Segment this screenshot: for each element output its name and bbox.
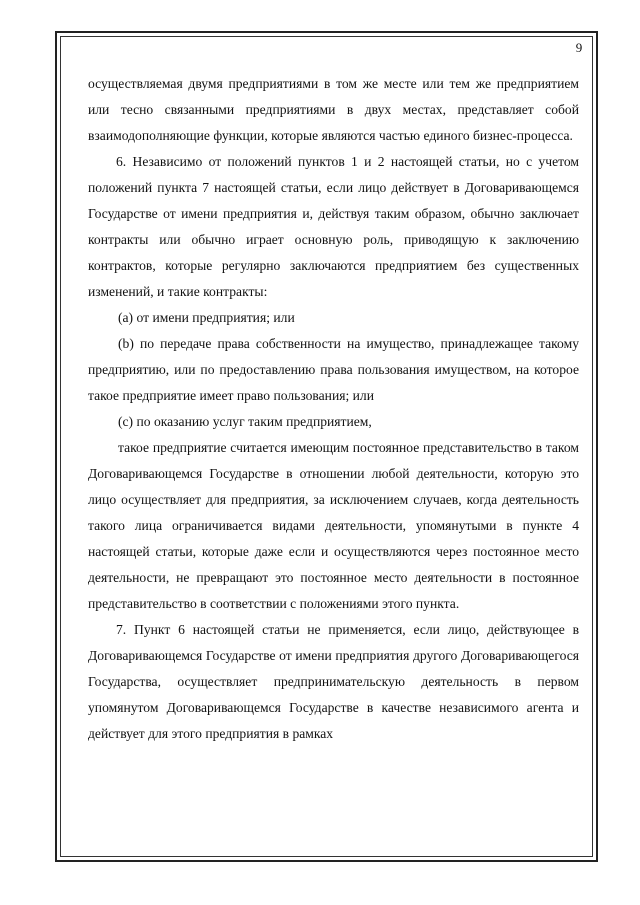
paragraph-continuation: осуществляемая двумя предприятиями в том же месте или тем же предприятием или тесно связанными предприятиями в двух местах, представляет собой взаимодополняющие функции, которые являются частью единого бизнес-процесса. bbox=[88, 76, 579, 143]
list-item-a: (a) от имени предприятия; или bbox=[118, 310, 295, 325]
paragraph-6-conclusion: такое предприятие считается имеющим постоянное представительство в таком Договаривающемся Государстве в отношении любой деятельности, которую это лицо осуществляет для предприятия, за исключением случаев, когда деятельность такого лица ограничивается видами деятельности, упомянутыми в пункте 4 настоящей статьи, которые даже если и осуществляются через постоянное место деятельности, не превращают это постоянное место деятельности в постоянное представительство в соответствии с положениями этого пункта. bbox=[88, 440, 579, 611]
list-item-c: (c) по оказанию услуг таким предприятием, bbox=[118, 414, 372, 429]
page-number: 9 bbox=[575, 40, 583, 55]
document-body bbox=[88, 71, 579, 747]
list-item-b: (b) по передаче права собственности на имущество, принадлежащее такому предприятию, или по предоставлению права пользования имуществом, на которое такое предприятие имеет право пользования; или bbox=[88, 336, 579, 403]
paragraph-6: 6. Независимо от положений пунктов 1 и 2 настоящей статьи, но с учетом положений пункта 7 настоящей статьи, если лицо действует в Договаривающемся Государстве от имени предприятия и, действуя таким образом, обычно заключает контракты или обычно играет основную роль, приводящую к заключению контрактов, которые регулярно заключаются предприятием без существенных изменений, и такие контракты: bbox=[88, 154, 579, 299]
paragraph-7: 7. Пункт 6 настоящей статьи не применяется, если лицо, действующее в Договаривающемся Государстве от имени предприятия другого Договаривающегося Государства, осуществляет предпринимательскую деятельность в первом упомянутом Договаривающемся Государстве в качестве независимого агента и действует для этого предприятия в рамках bbox=[88, 622, 579, 741]
